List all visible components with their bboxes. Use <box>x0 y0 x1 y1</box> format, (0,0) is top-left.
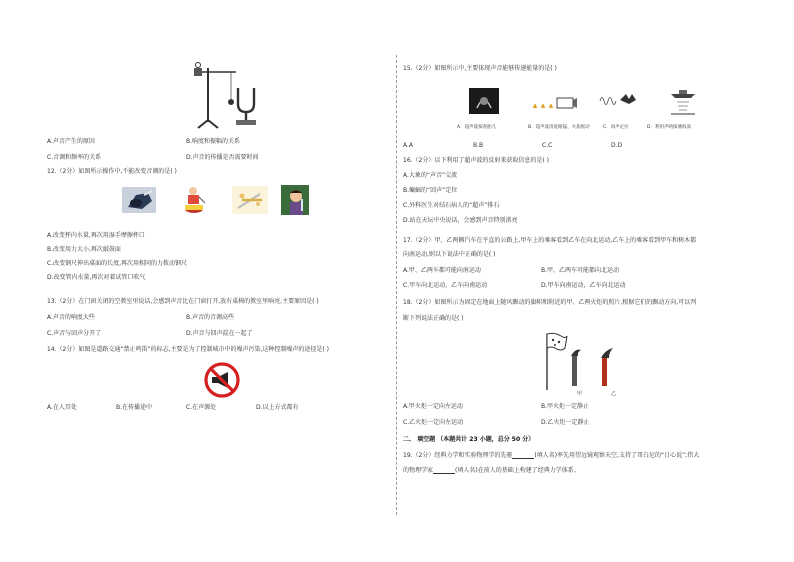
tuning-fork-pendulum-figure <box>186 62 262 130</box>
q15-caption-c: C．回声定位 <box>603 125 629 130</box>
q15-stem: 15.（2分）如图所示中,主要体现声音能够传递能量的是( ) <box>403 65 557 72</box>
q17-option-c[interactable]: C.甲车向北运动，乙车向南运动 <box>403 282 488 289</box>
q17-option-b[interactable]: B.甲、乙两车可能都向北运动 <box>541 267 620 274</box>
q19-line1 <box>403 453 699 459</box>
q11-option-c[interactable]: C.音调和频率的关系 <box>47 154 102 161</box>
q18-option-d[interactable]: D.乙火炬一定静止 <box>541 419 590 426</box>
q14-option-c[interactable]: C.在声源处 <box>186 404 217 411</box>
steel-ruler-figure <box>232 186 268 214</box>
q15-caption-a: A．超声波探查胎儿 <box>457 125 497 130</box>
q18-option-b[interactable]: B.甲火炬一定静止 <box>541 403 590 410</box>
q16-option-a[interactable]: A.大象的“声音”交流 <box>403 172 458 179</box>
q11-option-d[interactable]: D.声音的传播是否需要时间 <box>186 154 259 161</box>
q18-stem-line1: 18.（2分）如图所示为固定在地面上随风飘动的旗帜和附近的甲、乙两火炬的照片,根据它们的飘动方向,可以判 <box>403 299 697 306</box>
q15-option-d[interactable]: D.D <box>611 142 623 149</box>
q14-option-d[interactable]: D.以上方式都有 <box>256 404 299 411</box>
q19-part2: (填人名)率先用望远镜观察天空,支持了哥白尼的“日心说”;伟大 <box>534 452 700 459</box>
q15-caption-d: D．利用声呐探测海深 <box>647 125 691 130</box>
q15-option-b[interactable]: B.B <box>473 142 484 149</box>
left-column <box>0 0 396 562</box>
q14-option-b[interactable]: B.在传播途中 <box>116 404 153 411</box>
q11-option-a[interactable]: A.声音产生的原因 <box>47 138 95 145</box>
q11-option-b[interactable]: B.响度和振幅的关系 <box>186 138 241 145</box>
q15-option-a[interactable]: A.A <box>403 142 414 149</box>
q19-part4: (填人名)在前人的基础上构建了经典力学体系。 <box>455 467 580 474</box>
q14-stem: 14.（2分）如图是道路交通“禁止鸣笛”的标志,主要是为了控制城市中的噪声污染,这种控制噪声的途径是( ) <box>47 346 329 353</box>
q12-option-d[interactable]: D.改变管内水量,再次对着试管口吹气 <box>47 274 146 281</box>
q13-stem: 13.（2分）在门窗关闭的空教室里说话,会感到声音比在门窗打开,放有桌椅的教室里响亮,主要原因是( ) <box>47 298 319 305</box>
torch-yi-label: 乙 <box>611 391 617 397</box>
q17-option-a[interactable]: A.甲、乙两车都可能向南运动 <box>403 267 481 274</box>
q18-stem-line2: 断下列说法正确的是( ) <box>403 315 464 322</box>
ultrasound-fetus-figure <box>469 88 499 114</box>
bat-echolocation-figure <box>598 88 638 114</box>
q12-stem: 12.（2分）如图所示操作中,不能改变音调的是( ) <box>47 168 177 175</box>
q15-option-c[interactable]: C.C <box>542 142 553 149</box>
q12-option-a[interactable]: A.改变杯内水量,再次用湿手摩擦杯口 <box>47 232 145 239</box>
q16-option-b[interactable]: B.蝙蝠的“回声”定位 <box>403 187 458 194</box>
q18-option-a[interactable]: A.甲火炬一定向左运动 <box>403 403 463 410</box>
sonar-ship-figure <box>667 86 699 116</box>
q13-option-a[interactable]: A.声音的响度大些 <box>47 314 95 321</box>
q19-part1: 19.（2分）经典力学和实验物理学的先驱 <box>403 452 513 459</box>
q19-part3: 的物理学家 <box>403 467 434 474</box>
drum-figure <box>181 185 207 215</box>
blowing-test-tube-figure <box>281 185 309 215</box>
q19-blank-2[interactable] <box>433 468 455 474</box>
q19-line2 <box>403 468 580 474</box>
right-column <box>397 0 794 562</box>
q17-option-d[interactable]: D.甲车向南运动，乙车向北运动 <box>541 282 626 289</box>
glasses-cleaning-candle-figure <box>529 90 577 114</box>
torch-jia-label: 甲 <box>577 391 583 397</box>
q13-option-d[interactable]: D.声音与回声混在一起了 <box>186 330 253 337</box>
rubbing-glass-rim-figure <box>122 187 156 213</box>
q15-caption-b: B．超声波清洗眼镜、火焰摇动 <box>528 125 590 130</box>
q12-option-b[interactable]: B.改变用力大小,再次敲鼓面 <box>47 246 121 253</box>
q13-option-c[interactable]: C.声音与回声分开了 <box>47 330 102 337</box>
q18-option-c[interactable]: C.乙火炬一定向左运动 <box>403 419 464 426</box>
no-honking-sign-icon <box>204 362 240 398</box>
q12-option-c[interactable]: C.改变钢尺伸出桌面的长度,再次用相同的力拨动钢尺 <box>47 260 188 267</box>
section-two-heading: 二、 填空题 （本题共计 23 小题，总分 50 分） <box>403 436 535 443</box>
flag-and-torches-figure <box>535 330 625 392</box>
q16-stem: 16.（2分）以下利用了超声波的反射来获取信息的是( ) <box>403 157 549 164</box>
q17-stem-line2: 向南运动,则以下说法中正确的是( ) <box>403 251 496 258</box>
q17-stem-line1: 17.（2分）甲、乙两辆汽车在平直的公路上,甲车上的乘客看到乙车在向北运动,乙车上的乘客看到甲车和树木都 <box>403 237 697 244</box>
q16-option-d[interactable]: D.站在天坛中央说话，会感到声音特别洪亮 <box>403 217 518 224</box>
q13-option-b[interactable]: B.声音的音调高些 <box>186 314 235 321</box>
q19-blank-1[interactable] <box>512 453 534 459</box>
q16-option-c[interactable]: C.外科医生对结石病人的“超声”排石 <box>403 202 500 209</box>
q14-option-a[interactable]: A.在人耳处 <box>47 404 77 411</box>
